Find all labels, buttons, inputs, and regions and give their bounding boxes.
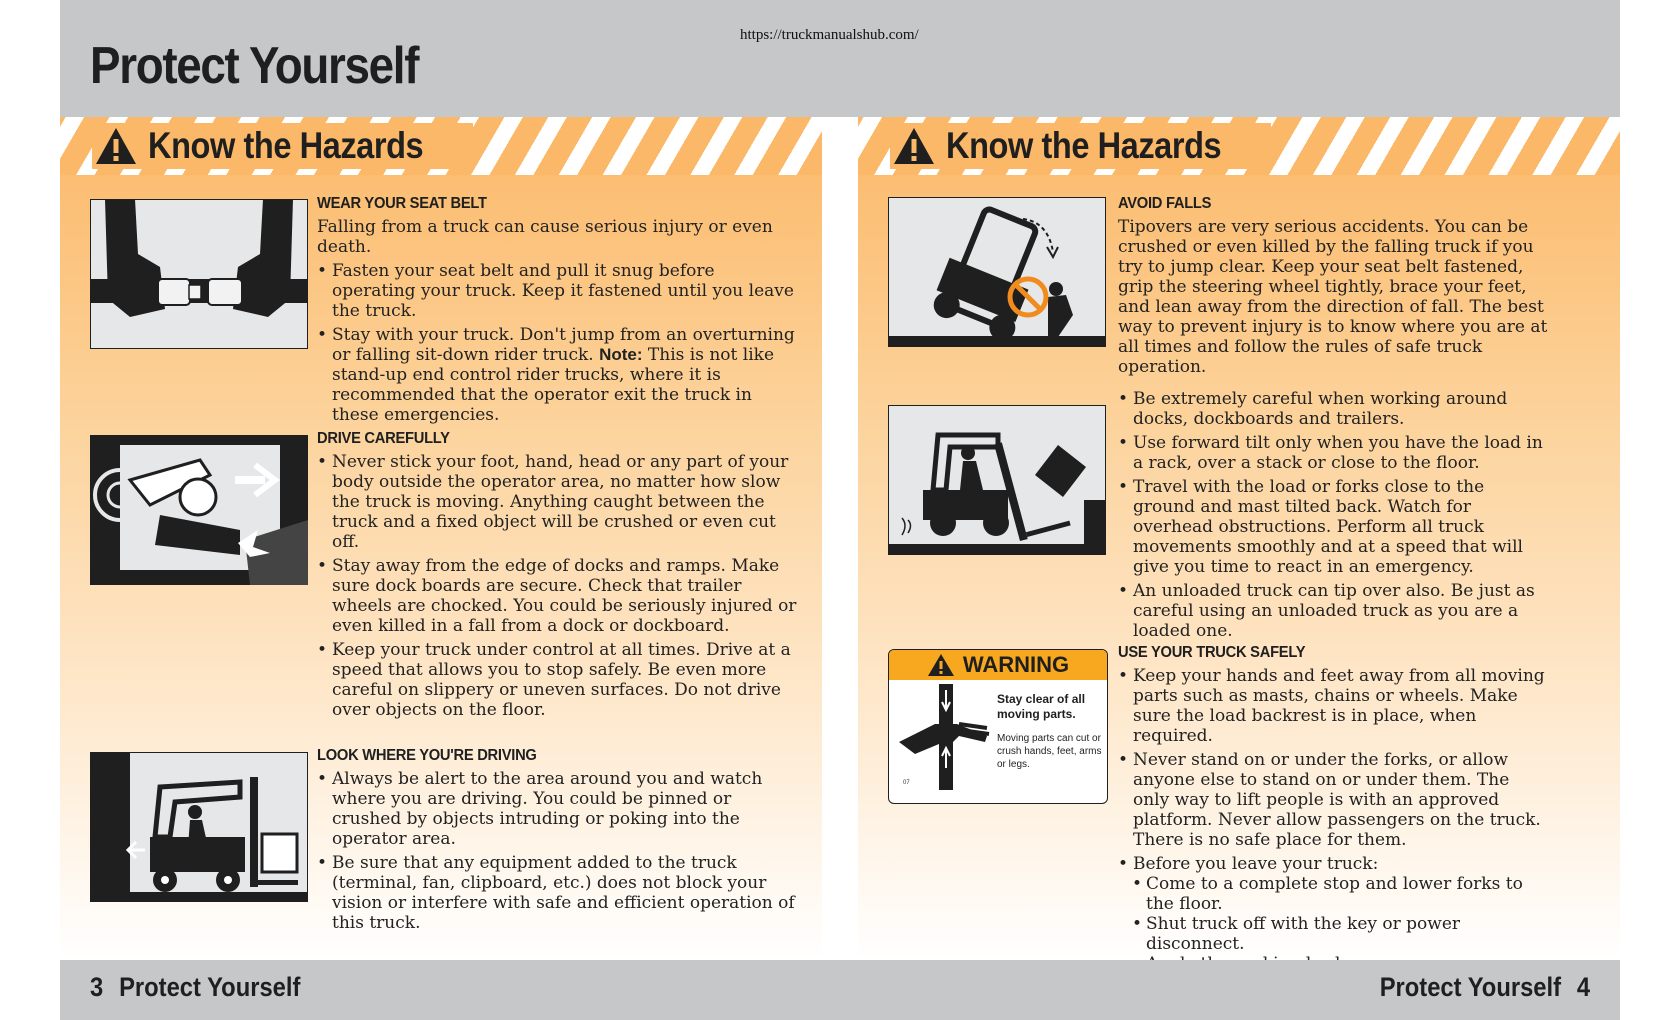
hazard-title: Know the Hazards xyxy=(148,125,424,166)
warning-headline: Stay clear of all moving parts. xyxy=(997,692,1086,721)
manual-spread xyxy=(60,0,1620,1020)
section-drive-carefully xyxy=(317,430,797,724)
load-falling-icon xyxy=(888,405,1106,555)
footer-label: Protect Yourself xyxy=(1379,972,1561,1002)
crush-hand-icon xyxy=(895,684,993,794)
section-avoid-falls xyxy=(1118,195,1548,645)
forward-tilt-illustration xyxy=(888,405,1106,555)
header-bar xyxy=(60,0,1620,117)
warning-label xyxy=(888,649,1108,804)
forklift-reverse-icon xyxy=(90,752,308,902)
look-driving-illustration xyxy=(90,752,308,902)
section-use-truck-safely xyxy=(1118,644,1548,974)
page-number: 4 xyxy=(1576,972,1590,1002)
section-heading: DRIVE CAREFULLY xyxy=(317,430,450,447)
hazard-title: Know the Hazards xyxy=(946,125,1222,166)
warning-triangle-icon xyxy=(892,126,936,166)
sub-bullet-item: • Shut truck off with the key or power disconnect. xyxy=(1118,914,1548,954)
bullet-list xyxy=(1118,666,1548,874)
page-title: Protect Yourself xyxy=(90,37,419,95)
bullet-item: • An unloaded truck can tip over also. Be just as careful using an unloaded truck as you are a loaded one. xyxy=(1118,581,1548,641)
bullet-item xyxy=(317,325,797,425)
section-seat-belt xyxy=(317,195,797,429)
bullet-item: • Be extremely careful when working around docks, dockboards and trailers. xyxy=(1118,389,1548,429)
warning-code: 07 xyxy=(903,780,910,786)
section-intro: Falling from a truck can cause serious injury or even death. xyxy=(317,217,773,257)
footer-right xyxy=(1380,972,1590,1003)
right-column xyxy=(858,117,1620,960)
bullet-item: • Before you leave your truck: xyxy=(1118,854,1548,874)
bullet-list xyxy=(317,452,797,720)
bullet-list xyxy=(317,769,797,933)
bullet-item: • Never stick your foot, hand, head or any part of your body outside the operator area, no matter how slow the truck is moving. Anything caught between the truck and a fixed object will be crushed or even cut off. xyxy=(317,452,797,552)
section-intro: Tipovers are very serious accidents. You can be crushed or even killed by the falling truck if you try to jump clear. Keep your seat belt fastened, grip the steering wheel tightly, brace your feet, and lean away from the direction of fall. The best way to prevent injury is to know where you are at all times and follow the rules of safe truck operation. xyxy=(1118,217,1548,377)
bullet-item: • Travel with the load or forks close to the ground and mast tilted back. Watch for overhead obstructions. Perform all truck movements smoothly and at a speed that will give you time to react in an emergency. xyxy=(1118,477,1548,577)
pinch-hazard-icon xyxy=(90,435,308,585)
warning-label-title: WARNING xyxy=(962,652,1070,677)
left-column xyxy=(60,117,822,960)
bullet-item: • Be sure that any equipment added to the truck (terminal, fan, clipboard, etc.) does not block your vision or interfere with safe and efficient operation of this truck. xyxy=(317,853,797,933)
section-heading: LOOK WHERE YOU'RE DRIVING xyxy=(317,747,537,764)
sub-bullet-item: • Come to a complete stop and lower forks to the floor. xyxy=(1118,874,1548,914)
bullet-item: • Never stand on or under the forks, or allow anyone else to stand on or under them. The only way to lift people is with an approved platform. Never allow passengers on the truck. There is no safe place for them. xyxy=(1118,750,1548,850)
page-number: 3 xyxy=(90,972,104,1002)
sub-bullet-list xyxy=(1118,874,1548,974)
section-heading: AVOID FALLS xyxy=(1118,195,1212,212)
bullet-list xyxy=(317,261,797,425)
warning-triangle-icon xyxy=(927,653,955,677)
footer-bar xyxy=(60,960,1620,1020)
section-heading: USE YOUR TRUCK SAFELY xyxy=(1118,644,1306,661)
bullet-item: • Keep your hands and feet away from all moving parts such as masts, chains or wheels. Make sure the load backrest is in place, when required. xyxy=(1118,666,1548,746)
footer-label: Protect Yourself xyxy=(119,972,301,1002)
hazard-heading xyxy=(92,123,473,169)
footer-left xyxy=(90,972,300,1003)
bullet-item: • Stay away from the edge of docks and ramps. Make sure dock boards are secure. Check that trailer wheels are chocked. You could be seriously injured or even killed in a fall from a dock or dockboard. xyxy=(317,556,797,636)
bullet-list xyxy=(1118,389,1548,641)
bullet-item: • Keep your truck under control at all times. Drive at a speed that allows you to stop safely. Be even more careful on slippery or uneven surfaces. Do not drive over objects on the floor. xyxy=(317,640,797,720)
note-label: Note: xyxy=(599,345,643,364)
hazard-heading xyxy=(890,123,1271,169)
seat-belt-icon xyxy=(90,199,308,349)
tipover-illustration xyxy=(888,197,1106,347)
section-look-driving xyxy=(317,747,797,937)
drive-carefully-illustration xyxy=(90,435,308,585)
source-url[interactable]: https://truckmanualshub.com/ xyxy=(740,27,919,43)
warning-label-header xyxy=(889,650,1107,680)
warning-label-body xyxy=(889,680,1107,803)
warning-body: Moving parts can cut or crush hands, feet, arms or legs. xyxy=(997,733,1102,770)
bullet-text: Stay with your truck. Don't jump from an overturning or falling sit-down rider truck. xyxy=(332,325,795,365)
bullet-item: • Fasten your seat belt and pull it snug before operating your truck. Keep it fastened until you leave the truck. xyxy=(317,261,797,321)
seat-belt-illustration xyxy=(90,199,308,349)
section-heading: WEAR YOUR SEAT BELT xyxy=(317,195,487,212)
bullet-item: • Use forward tilt only when you have the load in a rack, over a stack or close to the floor. xyxy=(1118,433,1548,473)
note-text: This is not like stand-up end control rider trucks, where it is recommended that the operator exit the truck in these emergencies. xyxy=(332,345,775,425)
bullet-item: • Always be alert to the area around you and watch where you are driving. You could be pinned or crushed by objects intruding or poking into the operator area. xyxy=(317,769,797,849)
warning-triangle-icon xyxy=(94,126,138,166)
tipover-icon xyxy=(888,197,1106,347)
